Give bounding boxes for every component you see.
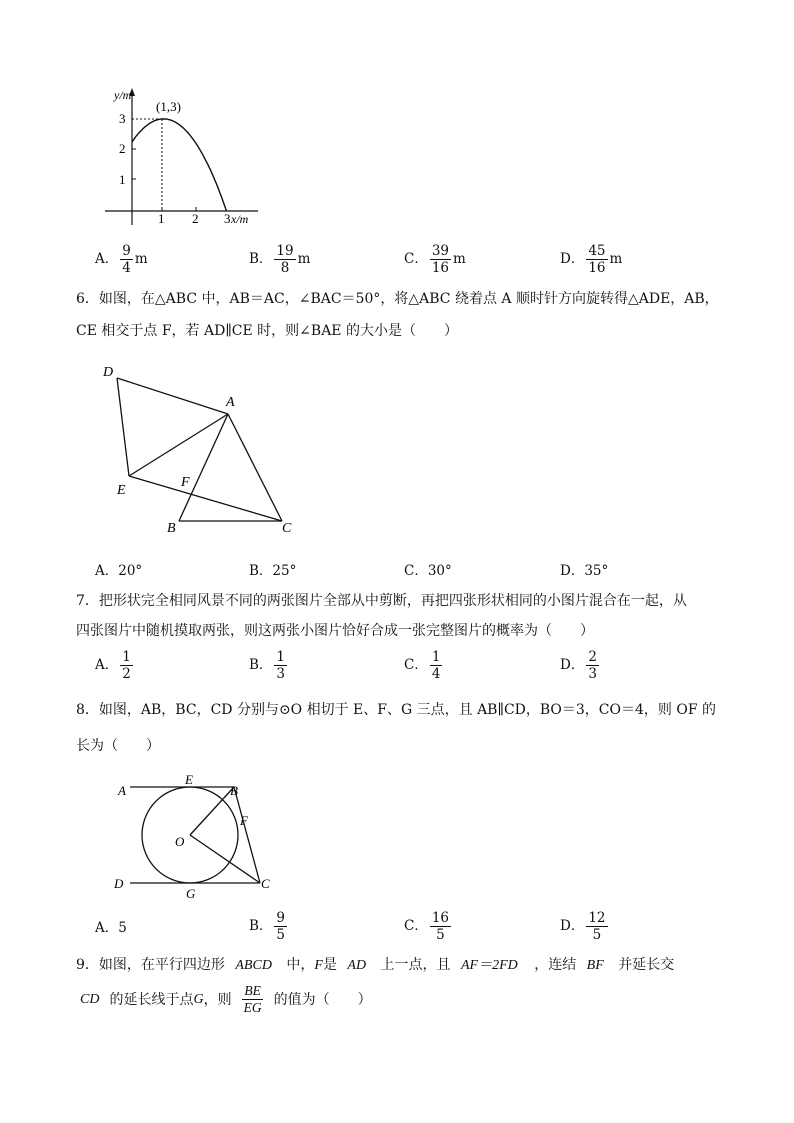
q8-circle-figure — [110, 770, 285, 905]
label-B: B — [230, 783, 238, 798]
q8-stem-line1: 8．如图，AB，BC，CD 分别与⊙O 相切于 E、F、G 三点，且 AB∥CD，BO＝3，CO＝4，则 OF 的 — [76, 702, 716, 718]
y-tick-3: 3 — [119, 111, 126, 126]
q5-option-c[interactable]: C． $\frac{39}{16}$ m — [404, 243, 466, 277]
y-tick-2: 2 — [119, 141, 126, 156]
parabola-curve — [132, 119, 227, 211]
label-E: E — [117, 483, 126, 498]
label-B: B — [167, 521, 176, 536]
q5-option-b[interactable]: B． $\frac{19}{8}$ m — [249, 243, 311, 277]
q7-stem-line2: 四张图片中随机摸取两张，则这两张小图片恰好合成一张完整图片的概率为（ ） — [76, 623, 594, 639]
label-D: D — [114, 876, 124, 891]
q5-option-d[interactable]: D． $\frac{45}{16}$ m — [560, 243, 623, 277]
y-axis-label: y/m — [114, 88, 132, 102]
label-F: F — [181, 475, 190, 490]
label-G: G — [186, 886, 196, 901]
q9-stem-line2: CD 的延长线于点 G ，则 $\frac{BE}{EG}$ 的值为（ ） — [80, 983, 372, 1016]
label-A: A — [118, 783, 126, 798]
q7-option-c[interactable]: C． $\frac{1}{4}$ — [404, 649, 441, 683]
segment-AC — [228, 414, 282, 521]
q6-triangle-figure — [95, 358, 310, 543]
point-label: (1,3) — [156, 99, 181, 114]
x-axis-label: x/m — [231, 212, 249, 226]
q7-option-d[interactable]: D． $\frac{2}{3}$ — [560, 649, 597, 683]
label-D: D — [103, 365, 114, 380]
q8-option-a[interactable]: A．5 — [95, 920, 127, 936]
q9-stem-line1: 9．如图，在平行四边形 ABCD 中，F是 AD 上一点，且 AF＝2FD ，连结 BF 并延长交 — [76, 957, 675, 973]
x-tick-3: 3 — [224, 211, 231, 226]
x-tick-2: 2 — [192, 211, 199, 226]
q9-abcd: ABCD — [235, 958, 272, 973]
q6-option-c[interactable]: C．30° — [404, 563, 452, 579]
segment-EC — [129, 476, 282, 521]
label-C: C — [282, 521, 292, 536]
x-tick-1: 1 — [158, 211, 165, 226]
q5-parabola-graph — [100, 85, 270, 230]
q7-option-b[interactable]: B． $\frac{1}{3}$ — [249, 649, 286, 683]
label-F: F — [240, 813, 248, 828]
q8-stem-line2: 长为（ ） — [76, 738, 160, 754]
q6-option-a[interactable]: A．20° — [95, 563, 143, 579]
segment-OB — [190, 787, 234, 835]
label-O: O — [175, 834, 185, 849]
q7-stem-line1: 7．把形状完全相同风景不同的两张图片全部从中剪断，再把四张形状相同的小图片混合在一起，从 — [76, 593, 687, 609]
q6-option-b[interactable]: B．25° — [249, 563, 297, 579]
label-A: A — [226, 395, 235, 410]
segment-DA — [117, 378, 228, 414]
q5-option-a[interactable]: A． $\frac{9}{4}$ m — [95, 243, 148, 277]
segment-DE — [117, 378, 129, 476]
q6-option-d[interactable]: D．35° — [560, 563, 609, 579]
q7-option-a[interactable]: A． $\frac{1}{2}$ — [95, 649, 131, 683]
q6-stem-line2: CE 相交于点 F，若 AD∥CE 时，则∠BAE 的大小是（ ） — [76, 323, 458, 339]
q8-option-c[interactable]: C． $\frac{16}{5}$ — [404, 910, 450, 944]
label-E: E — [185, 772, 193, 787]
y-tick-1: 1 — [119, 172, 126, 187]
q6-stem-line1: 6．如图，在△ABC 中，AB＝AC，∠BAC＝50°，将△ABC 绕着点 A 顺时针方向旋转得△ADE，AB， — [76, 291, 719, 307]
label-C: C — [261, 876, 270, 891]
q8-option-d[interactable]: D． $\frac{12}{5}$ — [560, 910, 606, 944]
q8-option-b[interactable]: B． $\frac{9}{5}$ — [249, 910, 286, 944]
q9-fraction: $\frac{BE}{EG}$ — [243, 983, 262, 1016]
